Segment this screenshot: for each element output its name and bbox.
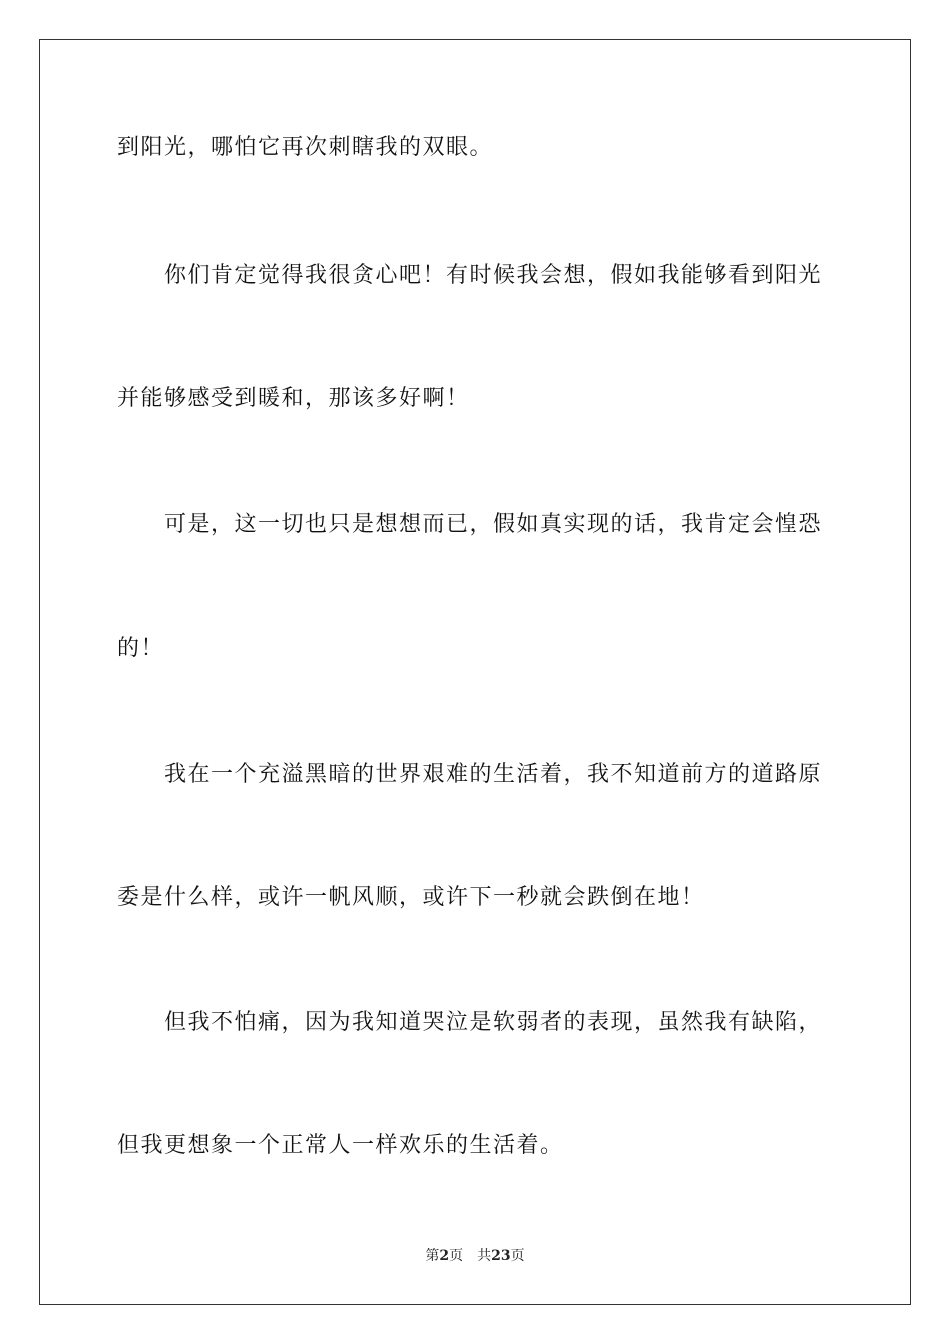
paragraph-first-line: 但我不怕痛，因为我知道哭泣是软弱者的表现，虽然我有缺陷， — [164, 1010, 823, 1035]
page-number: 2 — [439, 1248, 450, 1264]
total-suffix: 页 — [510, 1248, 525, 1264]
total-prefix: 共 — [477, 1248, 492, 1264]
paragraph-first-line: 我在一个充溢黑暗的世界艰难的生活着，我不知道前方的道路原 — [164, 762, 823, 787]
total-pages: 23 — [491, 1248, 511, 1264]
paragraph-first-line: 可是，这一切也只是想想而已，假如真实现的话，我肯定会惶恐 — [164, 512, 823, 537]
text-line: 但我更想象一个正常人一样欢乐的生活着。 — [117, 1133, 564, 1158]
paragraph-first-line: 你们肯定觉得我很贪心吧！有时候我会想，假如我能够看到阳光 — [164, 263, 823, 288]
text-line: 的！ — [117, 636, 165, 661]
page-prefix: 第 — [425, 1248, 440, 1264]
page-footer — [0, 1247, 950, 1265]
text-line: 并能够感受到暖和，那该多好啊！ — [117, 386, 470, 411]
text-line: 委是什么样，或许一帆风顺，或许下一秒就会跌倒在地！ — [117, 885, 705, 910]
page-suffix: 页 — [449, 1248, 464, 1264]
page-border — [39, 39, 911, 1305]
text-line: 到阳光，哪怕它再次刺瞎我的双眼。 — [117, 135, 494, 160]
